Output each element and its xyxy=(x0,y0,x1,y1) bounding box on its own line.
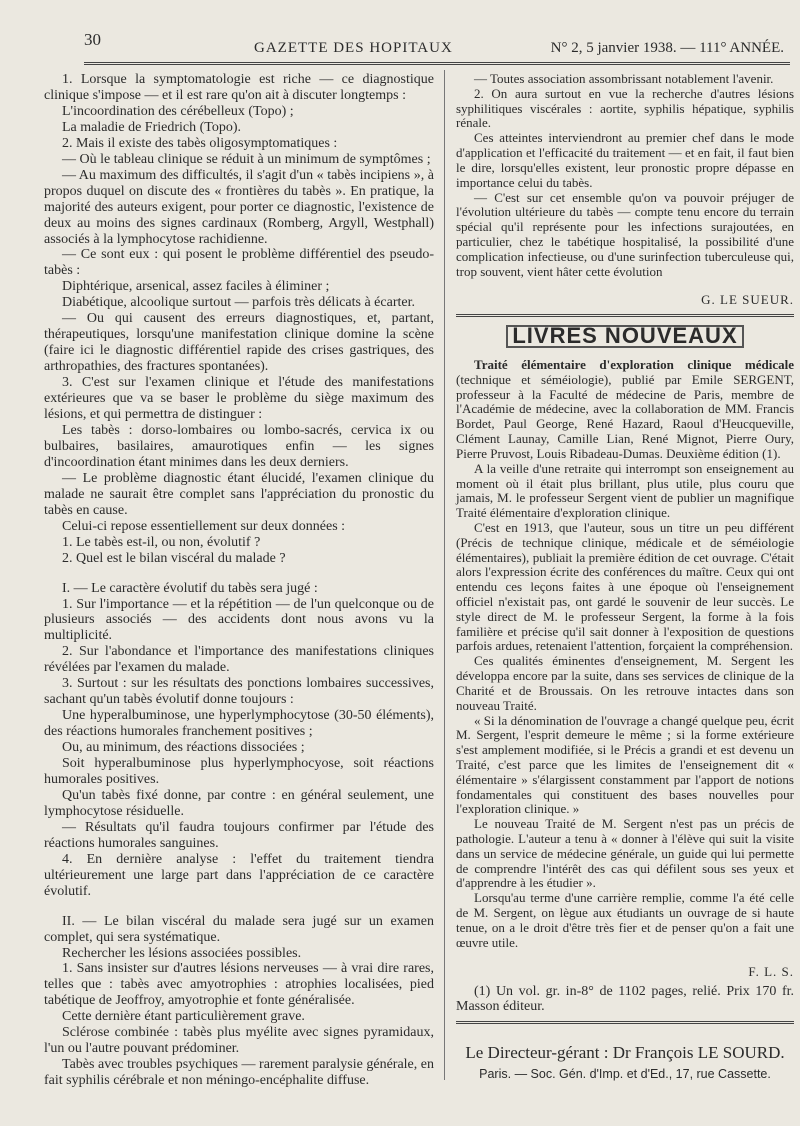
book-title: Traité élémentaire d'exploration clinique médicale xyxy=(474,357,794,372)
paragraph: C'est en 1913, que l'auteur, sous un titre un peu différent (Précis de technique clinique, médicale et de séméiologie élémentaires), publiait la première édition de cet ouvrage. C'était alors l'expression écrite des conférences du maître. Ceux qui ont entendu ces leçons faites à une époque où l'enseignement officiel n'existait pas, ont gardé le souvenir de leur succès. Le style direct de M. le professeur Sergent, la forme à la fois familière et précise qu'il sait donner à l'exposition de questions parfois ardues, retenaient l'attention, forçaient la compréhension. xyxy=(456,519,794,654)
paragraph: Sclérose combinée : tabès plus myélite avec signes pyramidaux, l'un ou l'autre pouvant prédominer. xyxy=(44,1025,434,1057)
paragraph: La maladie de Friedrich (Topo). xyxy=(62,119,242,135)
paragraph: Ces atteintes interviendront au premier chef dans le mode d'application et l'efficacité du traitement — et en fait, il faut bien le dire, lorsqu'elles existent, leur pronostic propre dépasse en importance celui du tabès. xyxy=(456,130,794,190)
paragraph: 2. Quel est le bilan viscéral du malade ? xyxy=(62,550,286,566)
paragraph: — Ou qui causent des erreurs diagnostiques, et, partant, thérapeutiques, lorsqu'une manifestation clinique domine la scène (faire ici le diagnostic différentiel rapide des crises gastriques, des arthropathies, des fractures spontanées). xyxy=(44,311,434,375)
page-number: 30 xyxy=(84,30,101,49)
paragraph: Ou, au minimum, des réactions dissociées ; xyxy=(62,740,305,756)
paragraph: Soit hyperalbuminose plus hyperlymphocyose, soit réactions humorales positives. xyxy=(44,756,434,787)
paragraph: — Résultats qu'il faudra toujours confirmer par l'étude des réactions humorales sanguines. xyxy=(44,819,434,851)
section-heading: I. — Le caractère évolutif du tabès sera jugé : xyxy=(62,580,318,596)
printer-line: Paris. — Soc. Gén. d'Imp. et d'Ed., 17, rue Cassette. xyxy=(479,1066,771,1081)
paragraph: Qu'un tabès fixé donne, par contre : en général seulement, une lymphocytose résiduelle. xyxy=(44,787,434,819)
page-header xyxy=(84,30,784,64)
paragraph: Tabès avec troubles psychiques — rarement paralysie générale, en fait syphilis cérébrale et non méningo-encéphalite diffuse. xyxy=(44,1057,434,1089)
paragraph: 2. Mais il existe des tabès oligosymptomatiques : xyxy=(62,135,338,151)
paragraph: Cette dernière étant particulièrement grave. xyxy=(62,1009,305,1025)
paragraph: 2. Sur l'abondance et l'importance des manifestations cliniques révélées par l'examen du malade. xyxy=(44,644,434,676)
author-signature: G. LE SUEUR. xyxy=(701,292,794,308)
column-divider xyxy=(444,70,445,1080)
paragraph: Rechercher les lésions associées possibles. xyxy=(62,945,302,961)
paragraph: 1. Sur l'importance — et la répétition — de l'un quelconque ou de plusieurs associés — des accidents dont nous avons vu la multiplicité. xyxy=(44,596,434,644)
header-rule xyxy=(84,62,790,65)
paragraph: — C'est sur cet ensemble qu'on va pouvoir préjuger de l'évolution ultérieure du tabès — compte tenu encore du terrain spécial qu'il représente pour les infections surajoutées, en particulier, chez le tabétique hospitalisé, la possibilité d'une complication infectieuse, ou d'une surinfection tuberculeuse qui, trop souvent, vient hâter cette évolution xyxy=(456,189,794,279)
paragraph: 3. C'est sur l'examen clinique et l'étude des manifestations extérieures que va se baser le problème du siège maximum des lésions, et qui permettra de distinguer : xyxy=(44,375,434,423)
review-signature: F. L. S. xyxy=(748,963,794,979)
paragraph: A la veille d'une retraite qui interrompt son enseignement au moment où il était plus brillant, plus utile, plus couru que jamais, M. le professeur Sergent vient de publier un magnifique Traité élémentaire d'exploration clinique. xyxy=(456,460,794,521)
paragraph: — Au maximum des difficultés, il s'agit d'un « tabès incipiens », à propos duquel on discute des « frontières du tabès ». En pratique, la majorité des auteurs exigent, pour porter ce diagnostic, l'existence de deux au moins des signes cardinaux (Romberg, Argyll, Westphall) associés à la lymphocytose rachidienne. xyxy=(44,167,434,247)
paragraph: — Toutes association assombrissant notablement l'avenir. xyxy=(474,71,774,86)
paragraph: « Si la dénomination de l'ouvrage a changé quelque peu, écrit M. Sergent, l'esprit demeure le même ; si la forme extérieure s'est amplement modifiée, si le Précis a grandi et est devenu un Traité, c'est parce que les limites de l'enseignement dit « élémentaire » s'élargissent constamment par l'apport de notions fondamentales qui constituent des bases nouvelles pour l'exploration clinique. » xyxy=(456,712,794,817)
section-heading: II. — Le bilan viscéral du malade sera jugé sur un examen complet, qui sera systématique. xyxy=(44,913,434,945)
issue-info: N° 2, 5 janvier 1938. — 111° ANNÉE. xyxy=(550,40,784,56)
book-entry xyxy=(456,358,794,462)
paragraph: 2. On aura surtout en vue la recherche d'autres lésions syphilitiques viscérales : aortite, syphilis hépatique, syphilis rénale. xyxy=(456,85,794,131)
footer-rule xyxy=(456,1021,794,1024)
paragraph: — Où le tableau clinique se réduit à un minimum de symptômes ; xyxy=(62,151,431,167)
section-title: LIVRES NOUVEAUX xyxy=(506,325,744,348)
paragraph: 1. Le tabès est-il, ou non, évolutif ? xyxy=(62,534,261,550)
journal-title: GAZETTE DES HOPITAUX xyxy=(254,40,453,56)
paragraph: 1. Sans insister sur d'autres lésions nerveuses — à vrai dire rares, telles que : tabès avec amyotrophies : atrophies localisées, pied tabétique de Jeoffroy, amyotrophie et fonte généralisée. xyxy=(44,961,434,1009)
paragraph: — Le problème diagnostic étant élucidé, l'examen clinique du malade ne saurait être complet sans l'appréciation du pronostic du tabès en cause. xyxy=(44,470,434,518)
right-column xyxy=(456,72,794,1082)
paragraph: Les tabès : dorso-lombaires ou lombo-sacrés, cervica ix ou bulbaires, basilaires, amaurotiques enfin — les signes d'incoordination étant minimes dans les deux derniers. xyxy=(44,422,434,470)
paragraph: Diphtérique, arsenical, assez faciles à éliminer ; xyxy=(62,279,330,295)
book-description: (technique et séméiologie), publié par Emile SERGENT, professeur à la Faculté de médecine de Paris, membre de l'Académie de médecine, avec la collaboration de MM. Francis Bordet, Paul George, René Hazard, Raoul d'Heucqueville, Clément Launay, Camille Lian, René Mignot, Pierre Oury, Pierre Pruvost, Louis Ribadeau-Dumas. Deuxième édition (1). xyxy=(456,371,794,461)
paragraph: Ces qualités éminentes d'enseignement, M. Sergent les développa encore par la suite, dans ses services de clinique de la Charité et de Broussais. On les retrouve intactes dans son nouveau Traité. xyxy=(456,653,794,713)
paragraph: Une hyperalbuminose, une hyperlymphocytose (30-50 éléments), des réactions humorales franchement positives ; xyxy=(44,708,434,740)
paragraph: L'incoordination des cérébelleux (Topo) ; xyxy=(62,103,294,119)
left-column xyxy=(44,72,434,1089)
paragraph: 1. Lorsque la symptomatologie est riche — ce diagnostique clinique s'impose — et il est rare qu'on ait à discuter longtemps : xyxy=(44,72,434,103)
paragraph: — Ce sont eux : qui posent le problème différentiel des pseudo-tabès : xyxy=(44,247,434,279)
paragraph: Lorsqu'au terme d'une carrière remplie, comme l'a été celle de M. Sergent, on lègue aux étudiants un ouvrage de si haute tenue, on a le droit d'être très fier et de penser qu'on a fait une œuvre utile. xyxy=(456,890,794,950)
section-rule xyxy=(456,314,794,317)
paragraph: Diabétique, alcoolique surtout — parfois très délicats à écarter. xyxy=(62,295,415,311)
paragraph: 3. Surtout : sur les résultats des ponctions lombaires successives, sachant qu'un tabès évolutif donne toujours : xyxy=(44,676,434,708)
paragraph: Le nouveau Traité de M. Sergent n'est pas un précis de pathologie. L'auteur a tenu à « donner à l'élève qui suit la visite dans un service de médecine générale, un guide qui lui permette de comprendre l'intérêt des cas qui défilent sous ses yeux et d'apprendre à les étudier ». xyxy=(456,816,794,891)
footnote: (1) Un vol. gr. in-8° de 1102 pages, relié. Prix 170 fr. Masson éditeur. xyxy=(456,984,794,1015)
paragraph: 4. En dernière analyse : l'effet du traitement tiendra ultérieurement une large part dans l'appréciation de ce caractère évolutif. xyxy=(44,851,434,899)
paragraph: Celui-ci repose essentiellement sur deux données : xyxy=(62,518,346,534)
director-line: Le Directeur-gérant : Dr François LE SOURD. xyxy=(465,1042,785,1062)
